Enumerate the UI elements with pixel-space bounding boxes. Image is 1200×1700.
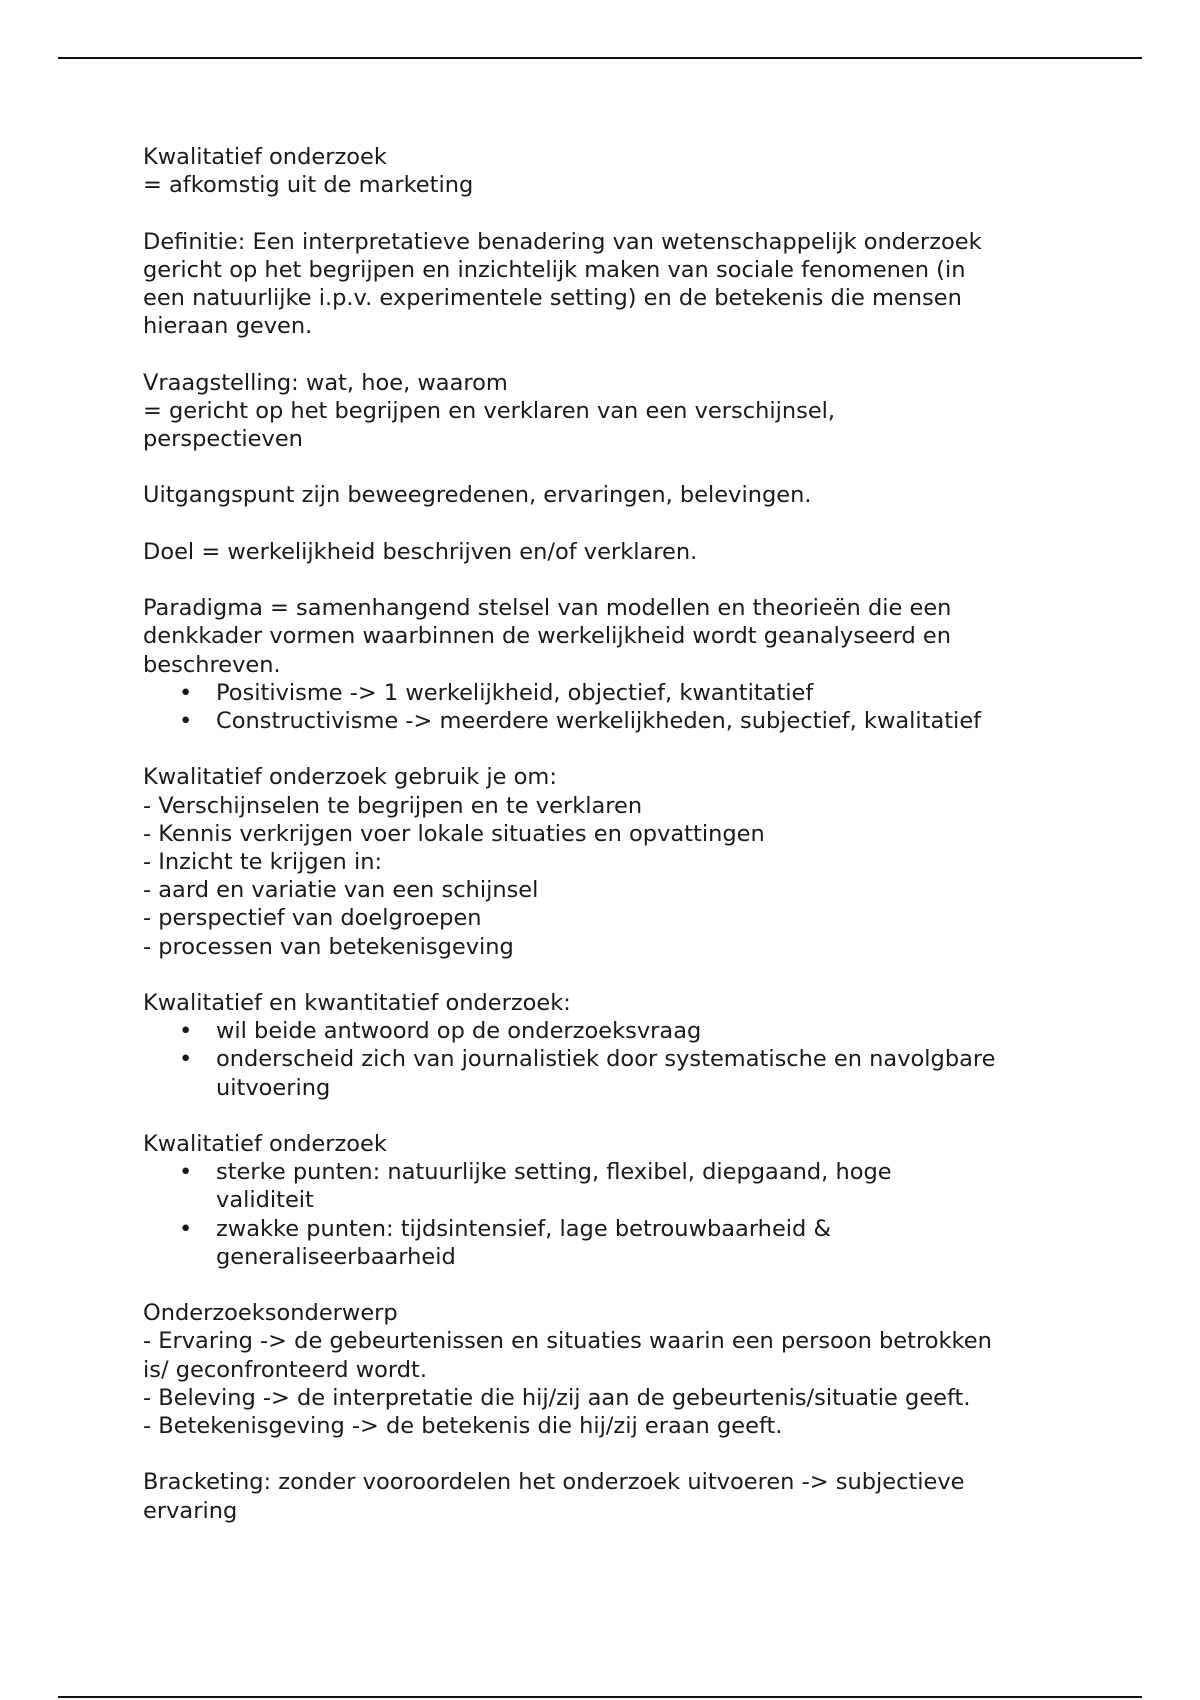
list-item-text: Positivisme -> 1 werkelijkheid, objectief, kwantitatief bbox=[216, 679, 814, 706]
text-line: - perspectief van doelgroepen bbox=[143, 905, 482, 932]
bullet-icon: • bbox=[179, 707, 193, 734]
goal-section bbox=[143, 538, 1078, 566]
usage-section bbox=[143, 763, 1078, 960]
text-line: - Inzicht te krijgen in: bbox=[143, 848, 383, 875]
intro-section bbox=[143, 143, 1078, 199]
definition-section bbox=[143, 228, 1078, 341]
list-item-text: sterke punten: natuurlijke setting, flexibel, diepgaand, hoge bbox=[216, 1159, 892, 1186]
bracketing-section bbox=[143, 1468, 1078, 1524]
bullet-icon: • bbox=[179, 1018, 193, 1045]
text-line: gericht op het begrijpen en inzichtelijk maken van sociale fenomenen (in bbox=[143, 256, 966, 283]
section-heading: Kwalitatief en kwantitatief onderzoek: bbox=[143, 989, 571, 1016]
text-line: perspectieven bbox=[143, 426, 303, 452]
document-body bbox=[143, 143, 1078, 1553]
list-item-text: wil beide antwoord op de onderzoeksvraag bbox=[216, 1018, 702, 1045]
list-item bbox=[143, 1158, 1078, 1214]
text-line: is/ geconfronteerd wordt. bbox=[143, 1356, 428, 1383]
footer-rule bbox=[58, 1696, 1142, 1698]
text-line: - Betekenisgeving -> de betekenis die hij/zij eraan geeft. bbox=[143, 1413, 783, 1439]
text-line: - Verschijnselen te begrijpen en te verklaren bbox=[143, 792, 643, 819]
text-line: Vraagstelling: wat, hoe, waarom bbox=[143, 369, 508, 396]
list-item bbox=[143, 1045, 1078, 1101]
bullet-list bbox=[143, 1158, 1078, 1271]
text-line: - Beleving -> de interpretatie die hij/zij aan de gebeurtenis/situatie geeft. bbox=[143, 1384, 971, 1411]
section-heading: Onderzoeksonderwerp bbox=[143, 1300, 398, 1327]
text-line: = afkomstig uit de marketing bbox=[143, 172, 474, 199]
section-heading: Kwalitatief onderzoek bbox=[143, 1130, 387, 1157]
text-line: - processen van betekenisgeving bbox=[143, 933, 514, 960]
bullet-list bbox=[143, 1017, 1078, 1102]
strengths-section bbox=[143, 1130, 1078, 1271]
bullet-icon: • bbox=[179, 1159, 193, 1186]
list-item bbox=[143, 1017, 1078, 1045]
text-line: een natuurlijke i.p.v. experimentele setting) en de betekenis die mensen bbox=[143, 285, 962, 311]
text-line: - Ervaring -> de gebeurtenissen en situaties waarin een persoon betrokken bbox=[143, 1328, 992, 1355]
list-item-text: onderscheid zich van journalistiek door systematische en navolgbare bbox=[216, 1046, 996, 1073]
starting-point-section bbox=[143, 481, 1078, 509]
bullet-icon: • bbox=[179, 1215, 193, 1242]
list-item bbox=[143, 1215, 1078, 1271]
text-line: Bracketing: zonder vooroordelen het onderzoek uitvoeren -> subjectieve bbox=[143, 1469, 965, 1496]
text-line: denkkader vormen waarbinnen de werkelijkheid wordt geanalyseerd en bbox=[143, 623, 952, 650]
list-item bbox=[143, 679, 1078, 707]
text-line: ervaring bbox=[143, 1497, 238, 1524]
bullet-list bbox=[143, 679, 1078, 735]
header-rule bbox=[58, 57, 1142, 59]
list-item-text: validiteit bbox=[216, 1187, 314, 1214]
list-item-text: generaliseerbaarheid bbox=[216, 1243, 456, 1270]
text-line: - aard en variatie van een schijnsel bbox=[143, 877, 539, 904]
text-line: - Kennis verkrijgen voer lokale situaties en opvattingen bbox=[143, 820, 765, 847]
subject-section bbox=[143, 1299, 1078, 1440]
bullet-icon: • bbox=[179, 679, 193, 706]
question-section bbox=[143, 369, 1078, 454]
text-line: hieraan geven. bbox=[143, 313, 313, 340]
comparison-section bbox=[143, 989, 1078, 1102]
list-item-text: uitvoering bbox=[216, 1074, 331, 1101]
section-heading: Kwalitatief onderzoek gebruik je om: bbox=[143, 764, 557, 791]
text-line: Definitie: Een interpretatieve benadering van wetenschappelijk onderzoek bbox=[143, 228, 982, 255]
bullet-icon: • bbox=[179, 1046, 193, 1073]
paradigm-section bbox=[143, 594, 1078, 735]
text-line: Paradigma = samenhangend stelsel van modellen en theorieën die een bbox=[143, 595, 952, 622]
text-line: Doel = werkelijkheid beschrijven en/of verklaren. bbox=[143, 538, 698, 565]
text-line: Uitgangspunt zijn beweegredenen, ervaringen, belevingen. bbox=[143, 482, 812, 509]
text-line: = gericht op het begrijpen en verklaren van een verschijnsel, bbox=[143, 397, 836, 424]
list-item-text: zwakke punten: tijdsintensief, lage betrouwbaarheid & bbox=[216, 1215, 832, 1242]
list-item bbox=[143, 707, 1078, 735]
section-heading: Kwalitatief onderzoek bbox=[143, 144, 387, 170]
list-item-text: Constructivisme -> meerdere werkelijkheden, subjectief, kwalitatief bbox=[216, 707, 982, 734]
text-line: beschreven. bbox=[143, 651, 281, 678]
